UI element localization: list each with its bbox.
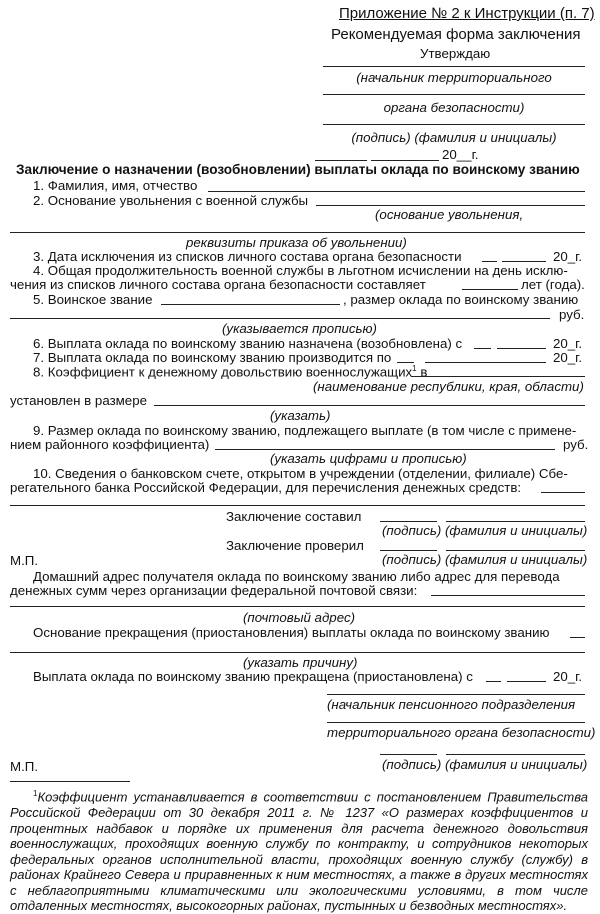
address-line-2: денежных сумм через организации федеральной почтовой связи:: [10, 583, 418, 598]
final-name-line: [446, 754, 585, 755]
item-1-label: 1. Фамилия, имя, отчество: [33, 178, 198, 193]
date-month-line: [371, 160, 439, 161]
footnote: $^1$Коэффициент устанавливается в соответствии с постановлением Правительства Российской Федерации от 30 декабря 2011 г. № 1237 «О размерах коэффициентов и процентных надбавок и порядке их применения для расчета денежного довольствия военнослужащих, проходящих военную службу по контракту, и сотрудников некоторых федеральных органов исполнительной власти, проходящих военную службу (службу) в районах Крайнего Севера и приравненных к ним местностях, а также в других местностях с неблагоприятными климатическими или экологическими условиями, в том числе отдаленных местностях, высокогорных районах, пустынных и безводных местностях».: [10, 789, 588, 914]
item-6-label: 6. Выплата оклада по воинскому званию назначена (возобновлена) с: [33, 336, 463, 351]
item-5-rank-field: [161, 304, 340, 305]
item-8-region-field: [411, 376, 585, 377]
item-3-month: [502, 261, 546, 262]
item-2-hint-2: реквизиты приказа об увольнении): [186, 235, 407, 250]
item-10-field-2: [10, 505, 585, 506]
item-8-label: 8. Коэффициент к денежному довольствию военнослужащих$^1$ в: [33, 364, 428, 380]
item-6-year: 20_г.: [553, 336, 583, 351]
approve-label: Утверждаю: [420, 46, 491, 61]
item-1-field: [208, 191, 585, 192]
pension-body-hint: территориального органа безопасности): [327, 725, 596, 740]
checked-sign-hint: (подпись) (фамилия и инициалы): [382, 552, 588, 567]
item-6-month: [497, 348, 546, 349]
made-sign-line: [380, 521, 437, 522]
item-3-label: 3. Дата исключения из списков личного состава органа безопасности: [33, 249, 462, 264]
item-5-mid: , размер оклада по воинскому званию: [343, 292, 579, 307]
stamp-place: М.П.: [10, 553, 39, 568]
item-2-hint: (основание увольнения,: [375, 207, 524, 222]
date-day-line: [315, 160, 367, 161]
final-stamp-place: М.П.: [10, 759, 39, 774]
item-2-field-2: [10, 232, 585, 233]
checked-by-label: Заключение проверил: [226, 538, 364, 553]
item-9-hint: (указать цифрами и прописью): [270, 451, 467, 466]
termination-reason-field: [570, 637, 585, 638]
item-3-year: 20_г.: [553, 249, 583, 264]
termination-reason-field-2: [10, 652, 585, 653]
form-title: Рекомендуемая форма заключения: [331, 26, 581, 43]
item-10-line-1: 10. Сведения о банковском счете, открытом в учреждении (отделении, филиале) Сбе-: [33, 466, 568, 481]
item-2-label: 2. Основание увольнения с военной службы: [33, 193, 309, 208]
final-sign-line: [380, 754, 437, 755]
item-4-tail: лет (года).: [521, 277, 585, 292]
termination-year: 20_г.: [553, 669, 583, 684]
made-by-label: Заключение составил: [226, 509, 362, 524]
termination-month: [507, 681, 546, 682]
item-6-day: [474, 348, 491, 349]
address-hint: (почтовый адрес): [243, 610, 356, 625]
footnote-separator: [10, 781, 130, 782]
item-9-rub: руб.: [563, 437, 589, 452]
termination-day: [486, 681, 501, 682]
final-sign-hint: (подпись) (фамилия и инициалы): [382, 757, 588, 772]
approver-line: [323, 66, 585, 67]
appendix-reference: Приложение № 2 к Инструкции (п. 7): [339, 5, 595, 22]
pension-head-hint: (начальник пенсионного подразделения: [327, 697, 576, 712]
approver-sign-line: [323, 124, 585, 125]
item-7-label: 7. Выплата оклада по воинскому званию производится по: [33, 350, 392, 365]
item-7-month: [425, 362, 546, 363]
approver-hint-2: органа безопасности): [383, 100, 525, 115]
pension-body-line: [327, 722, 585, 723]
item-5-label: 5. Воинское звание: [33, 292, 153, 307]
item-8-set-label: установлен в размере: [10, 393, 147, 408]
item-8-hint: (наименование республики, края, области): [313, 379, 584, 394]
document-title: Заключение о назначении (возобновлении) выплаты оклада по воинскому званию: [16, 162, 580, 177]
date-year: 20__г.: [442, 147, 479, 162]
item-3-day: [482, 261, 497, 262]
item-10-line-2: регательного банка Российской Федерации, для перечисления денежных средств:: [10, 480, 522, 495]
pension-head-line: [327, 694, 585, 695]
checked-name-line: [446, 550, 585, 551]
item-5-rub: руб.: [559, 307, 585, 322]
termination-date-label: Выплата оклада по воинскому званию прекращена (приостановлена) с: [33, 669, 473, 684]
address-line-1: Домашний адрес получателя оклада по воинскому званию либо адрес для перевода: [33, 569, 560, 584]
made-name-line: [446, 521, 585, 522]
made-sign-hint: (подпись) (фамилия и инициалы): [382, 523, 588, 538]
item-4-field: [462, 289, 518, 290]
item-4-line-1: 4. Общая продолжительность военной службы в льготном исчислении на день исклю-: [33, 263, 568, 278]
approver-hint: (начальник территориального: [356, 70, 552, 85]
approver-line-2: [323, 94, 585, 95]
item-9-line-2: нием районного коэффициента): [10, 437, 210, 452]
item-9-line-1: 9. Размер оклада по воинскому званию, подлежащего выплате (в том числе с примене-: [33, 423, 577, 438]
item-9-field: [215, 449, 555, 450]
item-8-amount-field: [154, 405, 585, 406]
item-5-amount-field: [10, 318, 550, 319]
item-2-field: [316, 205, 585, 206]
item-5-hint: (указывается прописью): [222, 321, 377, 336]
item-10-field: [541, 492, 585, 493]
item-8-hint-2: (указать): [270, 408, 331, 423]
item-4-line-2: чения из списков личного состава органа безопасности составляет: [10, 277, 426, 292]
approver-sign-hint: (подпись) (фамилия и инициалы): [351, 130, 557, 145]
termination-reason-hint: (указать причину): [243, 655, 358, 670]
item-7-year: 20_г.: [553, 350, 583, 365]
checked-sign-line: [380, 550, 437, 551]
termination-reason-label: Основание прекращения (приостановления) выплаты оклада по воинскому званию: [33, 625, 550, 640]
address-field-2: [10, 606, 585, 607]
item-7-day: [397, 362, 414, 363]
address-field: [431, 595, 585, 596]
